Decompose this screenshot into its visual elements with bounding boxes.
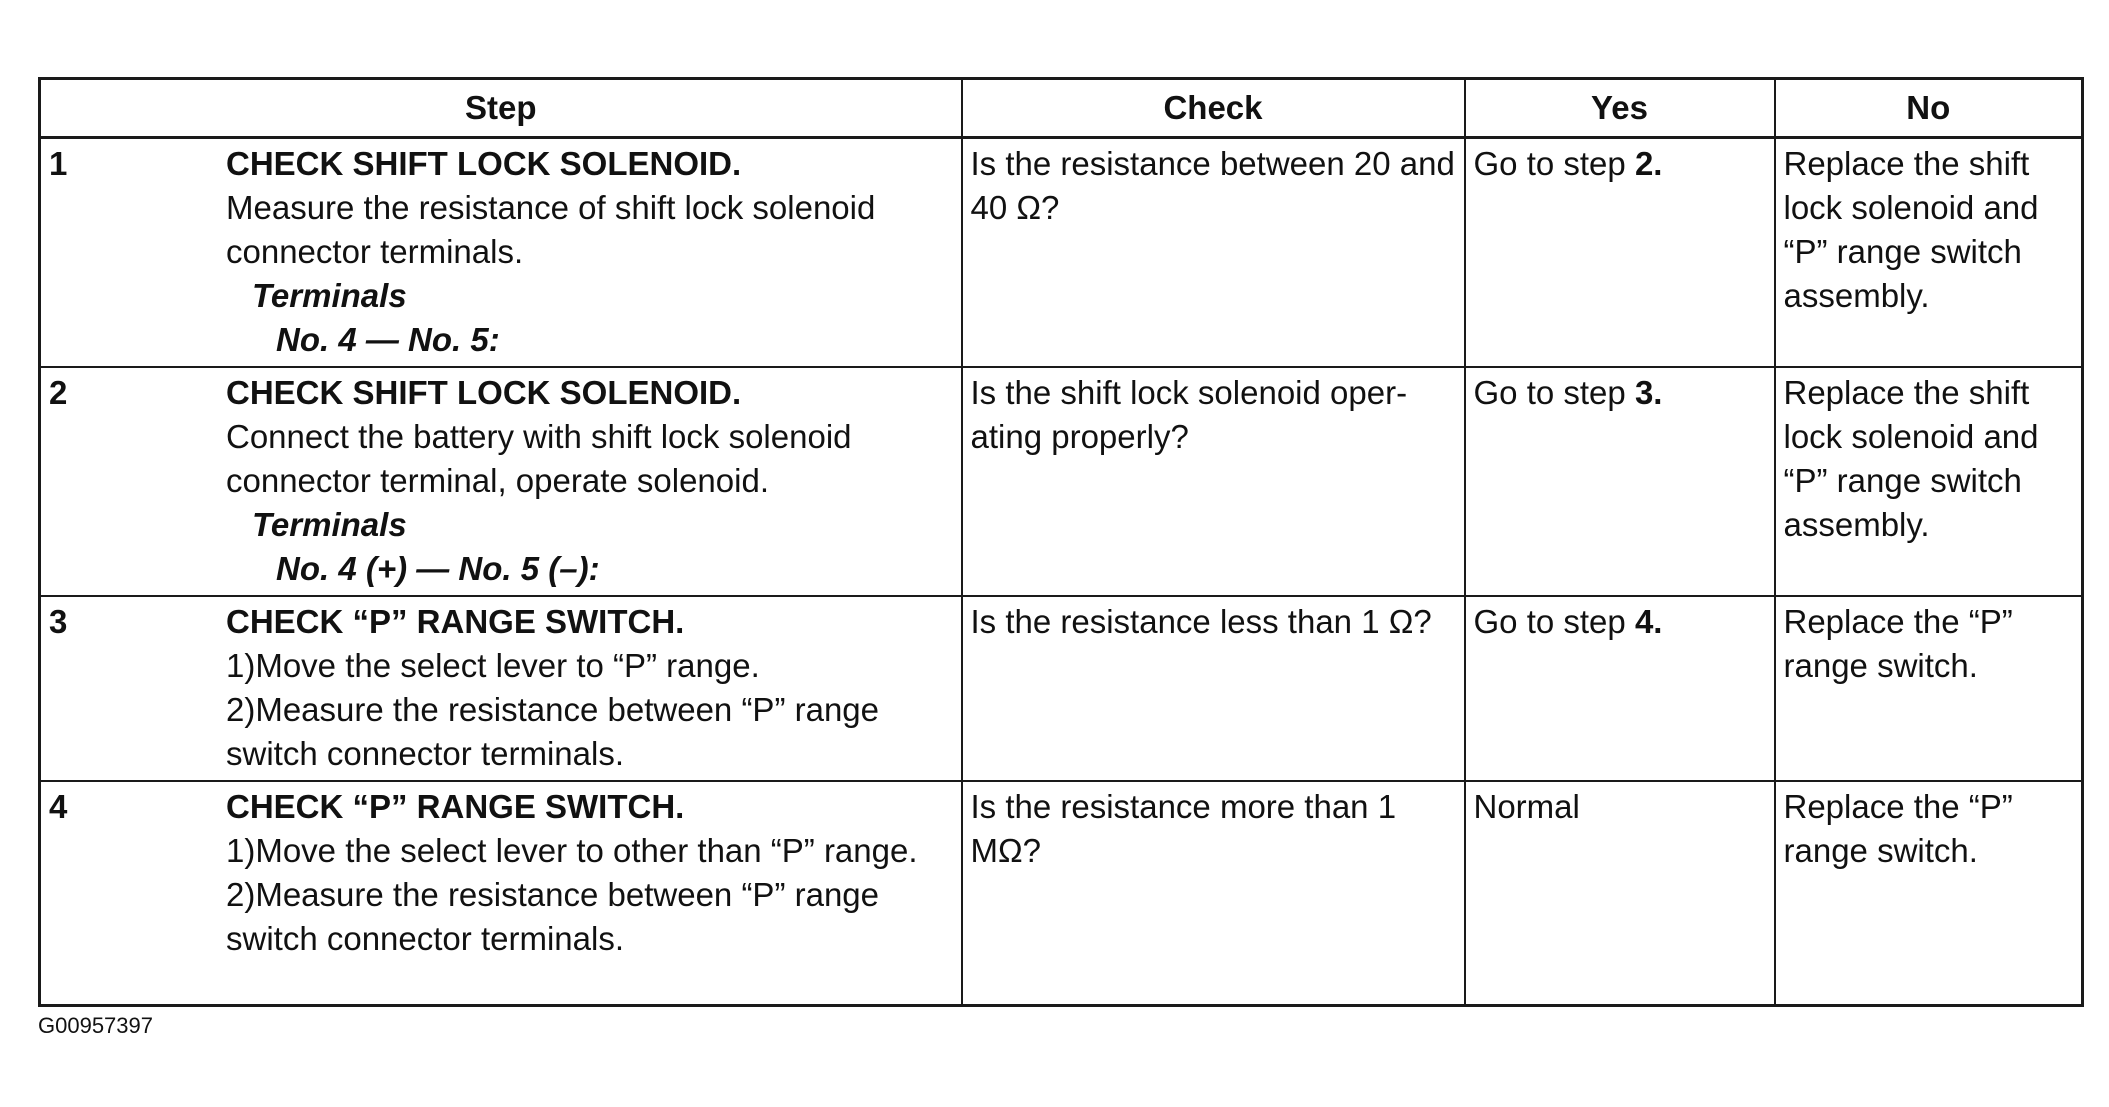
yes-cell: Normal	[1465, 781, 1775, 1005]
check-cell: Is the resistance less than 1 Ω?	[962, 596, 1465, 781]
terminals-label: Terminals	[252, 506, 407, 543]
header-row	[40, 79, 2083, 138]
yes-step-ref: 4.	[1634, 603, 1663, 640]
table-row	[40, 367, 2083, 596]
no-cell: Replace the shift lock solenoid and “P” range switch assembly.	[1775, 138, 2083, 368]
header-no: No	[1775, 79, 2083, 138]
step-body	[226, 600, 953, 776]
step-cell	[40, 596, 962, 781]
step-instruction: 2)Measure the resistance between “P” range switch connector terminals.	[226, 876, 880, 957]
yes-prefix: Go to step	[1473, 145, 1635, 182]
step-body	[226, 142, 953, 362]
step-instruction: 1)Move the select lever to other than “P” range.	[226, 832, 918, 869]
check-cell: Is the shift lock solenoid oper-ating properly?	[962, 367, 1465, 596]
diagnostic-table	[38, 77, 2084, 1007]
step-number: 4	[49, 788, 68, 825]
step-instruction: Connect the battery with shift lock solenoid	[226, 418, 852, 455]
header-step: Step	[40, 79, 962, 138]
step-instruction: connector terminal, operate solenoid.	[226, 462, 769, 499]
step-cell	[40, 138, 962, 368]
yes-cell	[1465, 367, 1775, 596]
step-number: 2	[49, 374, 68, 411]
check-cell: Is the resistance between 20 and 40 Ω?	[962, 138, 1465, 368]
no-cell: Replace the “P” range switch.	[1775, 781, 2083, 1005]
terminals-value: No. 4 — No. 5:	[276, 321, 500, 358]
step-cell	[40, 781, 962, 1005]
step-title: CHECK SHIFT LOCK SOLENOID.	[226, 374, 742, 411]
header-check: Check	[962, 79, 1465, 138]
step-number: 3	[49, 603, 68, 640]
step-body	[226, 785, 953, 961]
step-instruction: 2)Measure the resistance between “P” range switch connector terminals.	[226, 691, 880, 772]
no-cell: Replace the shift lock solenoid and “P” range switch assembly.	[1775, 367, 2083, 596]
header-yes: Yes	[1465, 79, 1775, 138]
yes-prefix: Go to step	[1473, 374, 1635, 411]
step-title: CHECK “P” RANGE SWITCH.	[226, 788, 685, 825]
step-cell	[40, 367, 962, 596]
yes-cell	[1465, 596, 1775, 781]
yes-cell	[1465, 138, 1775, 368]
step-number: 1	[49, 145, 68, 182]
yes-prefix: Go to step	[1473, 603, 1635, 640]
no-cell: Replace the “P” range switch.	[1775, 596, 2083, 781]
step-instruction: Measure the resistance of shift lock solenoid	[226, 189, 876, 226]
check-cell: Is the resistance more than 1 MΩ?	[962, 781, 1465, 1005]
step-title: CHECK “P” RANGE SWITCH.	[226, 603, 685, 640]
step-instruction: 1)Move the select lever to “P” range.	[226, 647, 760, 684]
terminals-value: No. 4 (+) — No. 5 (–):	[276, 550, 600, 587]
table-row	[40, 596, 2083, 781]
step-body	[226, 371, 953, 591]
table-row	[40, 138, 2083, 368]
yes-step-ref: 2.	[1634, 145, 1663, 182]
step-title: CHECK SHIFT LOCK SOLENOID.	[226, 145, 742, 182]
table-row	[40, 781, 2083, 1005]
terminals-label: Terminals	[252, 277, 407, 314]
yes-step-ref: 3.	[1634, 374, 1663, 411]
figure-id: G00957397	[38, 1013, 153, 1038]
step-instruction: connector terminals.	[226, 233, 524, 270]
